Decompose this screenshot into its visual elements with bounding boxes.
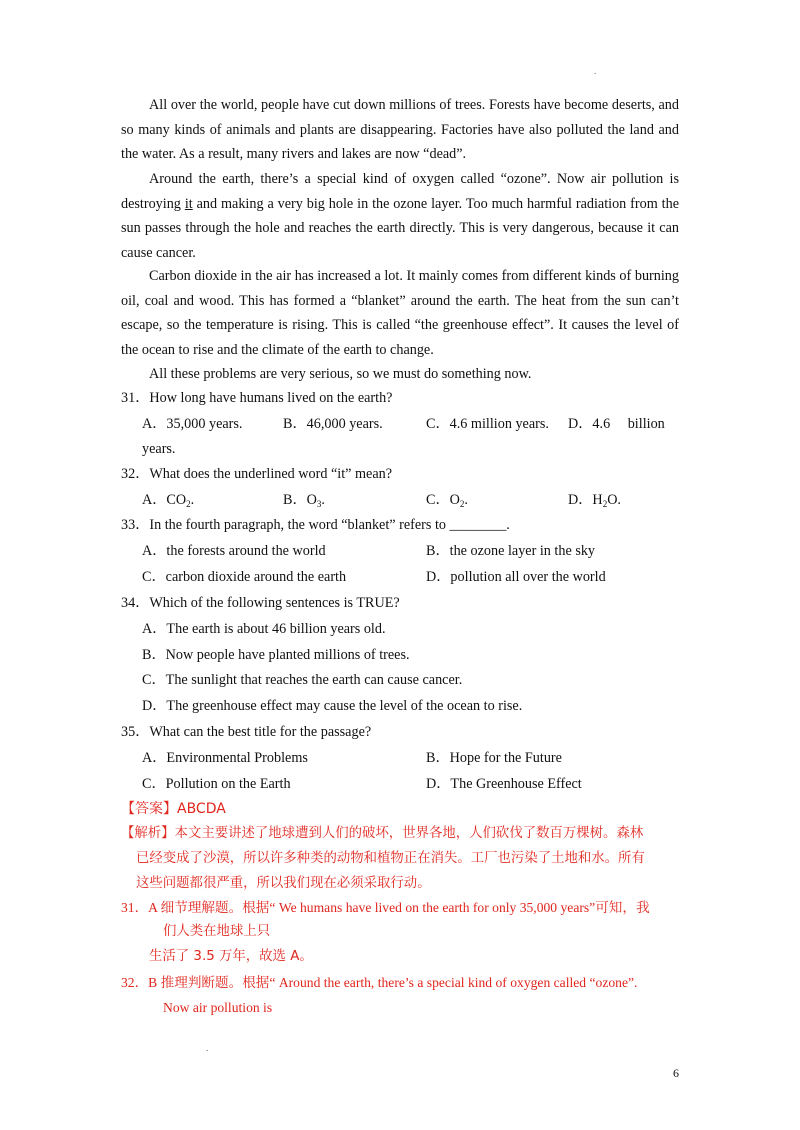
q32-option-b: B．$O_3$.: [283, 492, 325, 509]
answer-31-line-2: 们人类在地球上只: [163, 924, 271, 939]
q34-option-a: A．The earth is about 46 billion years old.: [142, 621, 386, 637]
q33-option-b: B．the ozone layer in the sky: [426, 543, 596, 559]
question-32-stem: 32．What does the underlined word “it” mean?: [121, 466, 393, 482]
q32-option-c: C．$O_2$.: [426, 492, 468, 509]
passage-paragraph-4: All these problems are very serious, so we must do something now.: [149, 366, 532, 382]
answer-31-line-3: 生活了 3.5 万年，故选 A。: [149, 949, 313, 964]
q31-option-c: C．4.6 million years.: [426, 416, 549, 432]
question-35-stem: 35．What can the best title for the passage?: [121, 724, 372, 740]
q34-option-d: D．The greenhouse effect may cause the level of the ocean to rise.: [142, 698, 523, 714]
page-number: 6: [673, 1066, 679, 1080]
q33-option-d: D．pollution all over the world: [426, 569, 606, 585]
footer-mark: .: [206, 1043, 209, 1053]
q31-option-a: A．35,000 years.: [142, 416, 243, 432]
analysis-line-3: 这些问题都很严重，所以我们现在必须采取行动。: [136, 876, 431, 891]
underlined-word: it: [184, 195, 193, 212]
q34-option-b: B．Now people have planted millions of trees.: [142, 647, 410, 663]
passage-paragraph-1: All over the world, people have cut down millions of trees. Forests have become deserts, and so many kinds of animals and plants are disappearing. Factories have also polluted the land and the water. As a result, many rivers and lakes are now “dead”.: [121, 97, 679, 162]
corner-mark: .: [594, 66, 597, 76]
q35-option-b: B．Hope for the Future: [426, 750, 562, 766]
q31-option-d: D．4.6 billion: [568, 416, 665, 432]
answer-key: 【答案】ABCDA: [121, 801, 226, 817]
q31-option-b: B．46,000 years.: [283, 416, 383, 432]
analysis-line-1: 【解析】本文主要讲述了地球遭到人们的破坏，世界各地，人们砍伐了数百万棵树。森林: [121, 826, 644, 841]
q35-option-d: D．The Greenhouse Effect: [426, 776, 582, 792]
q33-option-c: C．carbon dioxide around the earth: [142, 569, 347, 585]
q32-option-a: A．$CO_2$.: [142, 492, 195, 509]
question-33-stem: 33．In the fourth paragraph, the word “blanket” refers to ________.: [121, 517, 510, 533]
answer-31-line-1: 31．A 细节理解题。根据“ We humans have lived on the earth for only 35,000 years”可知，我: [121, 900, 650, 915]
q32-option-d: D．$H_2O$.: [568, 492, 621, 509]
passage-paragraph-3: Carbon dioxide in the air has increased a lot. It mainly comes from different kinds of burning oil, coal and wood. This has formed a “blanket” around the earth. The heat from the sun can’t escape, so the temperature is rising. This is called “the greenhouse effect”. It causes the level of the ocean to rise and the climate of the earth to change.: [121, 268, 679, 358]
answer-32-line-2: Now air pollution is: [163, 1000, 273, 1015]
q35-option-c: C．Pollution on the Earth: [142, 776, 291, 792]
q31-option-d-continued: years.: [142, 441, 176, 457]
answer-32-line-1: 32．B 推理判断题。根据“ Around the earth, there’s a special kind of oxygen called “ozone”.: [121, 975, 638, 990]
q35-option-a: A．Environmental Problems: [142, 750, 308, 766]
q34-option-c: C．The sunlight that reaches the earth can cause cancer.: [142, 672, 463, 688]
paragraph-2-end: and making a very big hole in the ozone layer. Too much harmful radiation from the sun passes through the hole and reaches the earth directly. This is very dangerous, because it can cause cancer.: [121, 195, 679, 261]
paragraph-2-start: Around the earth, there’s a special kind of oxygen called “ozone”. Now air pollution is destroying: [121, 171, 679, 212]
question-34-stem: 34．Which of the following sentences is TRUE?: [121, 595, 400, 611]
analysis-line-2: 已经变成了沙漠，所以许多种类的动物和植物正在消失。工厂也污染了土地和水。所有: [136, 851, 645, 866]
passage-paragraph-2: [121, 167, 679, 265]
q33-option-a: A．the forests around the world: [142, 543, 326, 559]
question-31-stem: 31．How long have humans lived on the earth?: [121, 390, 393, 406]
